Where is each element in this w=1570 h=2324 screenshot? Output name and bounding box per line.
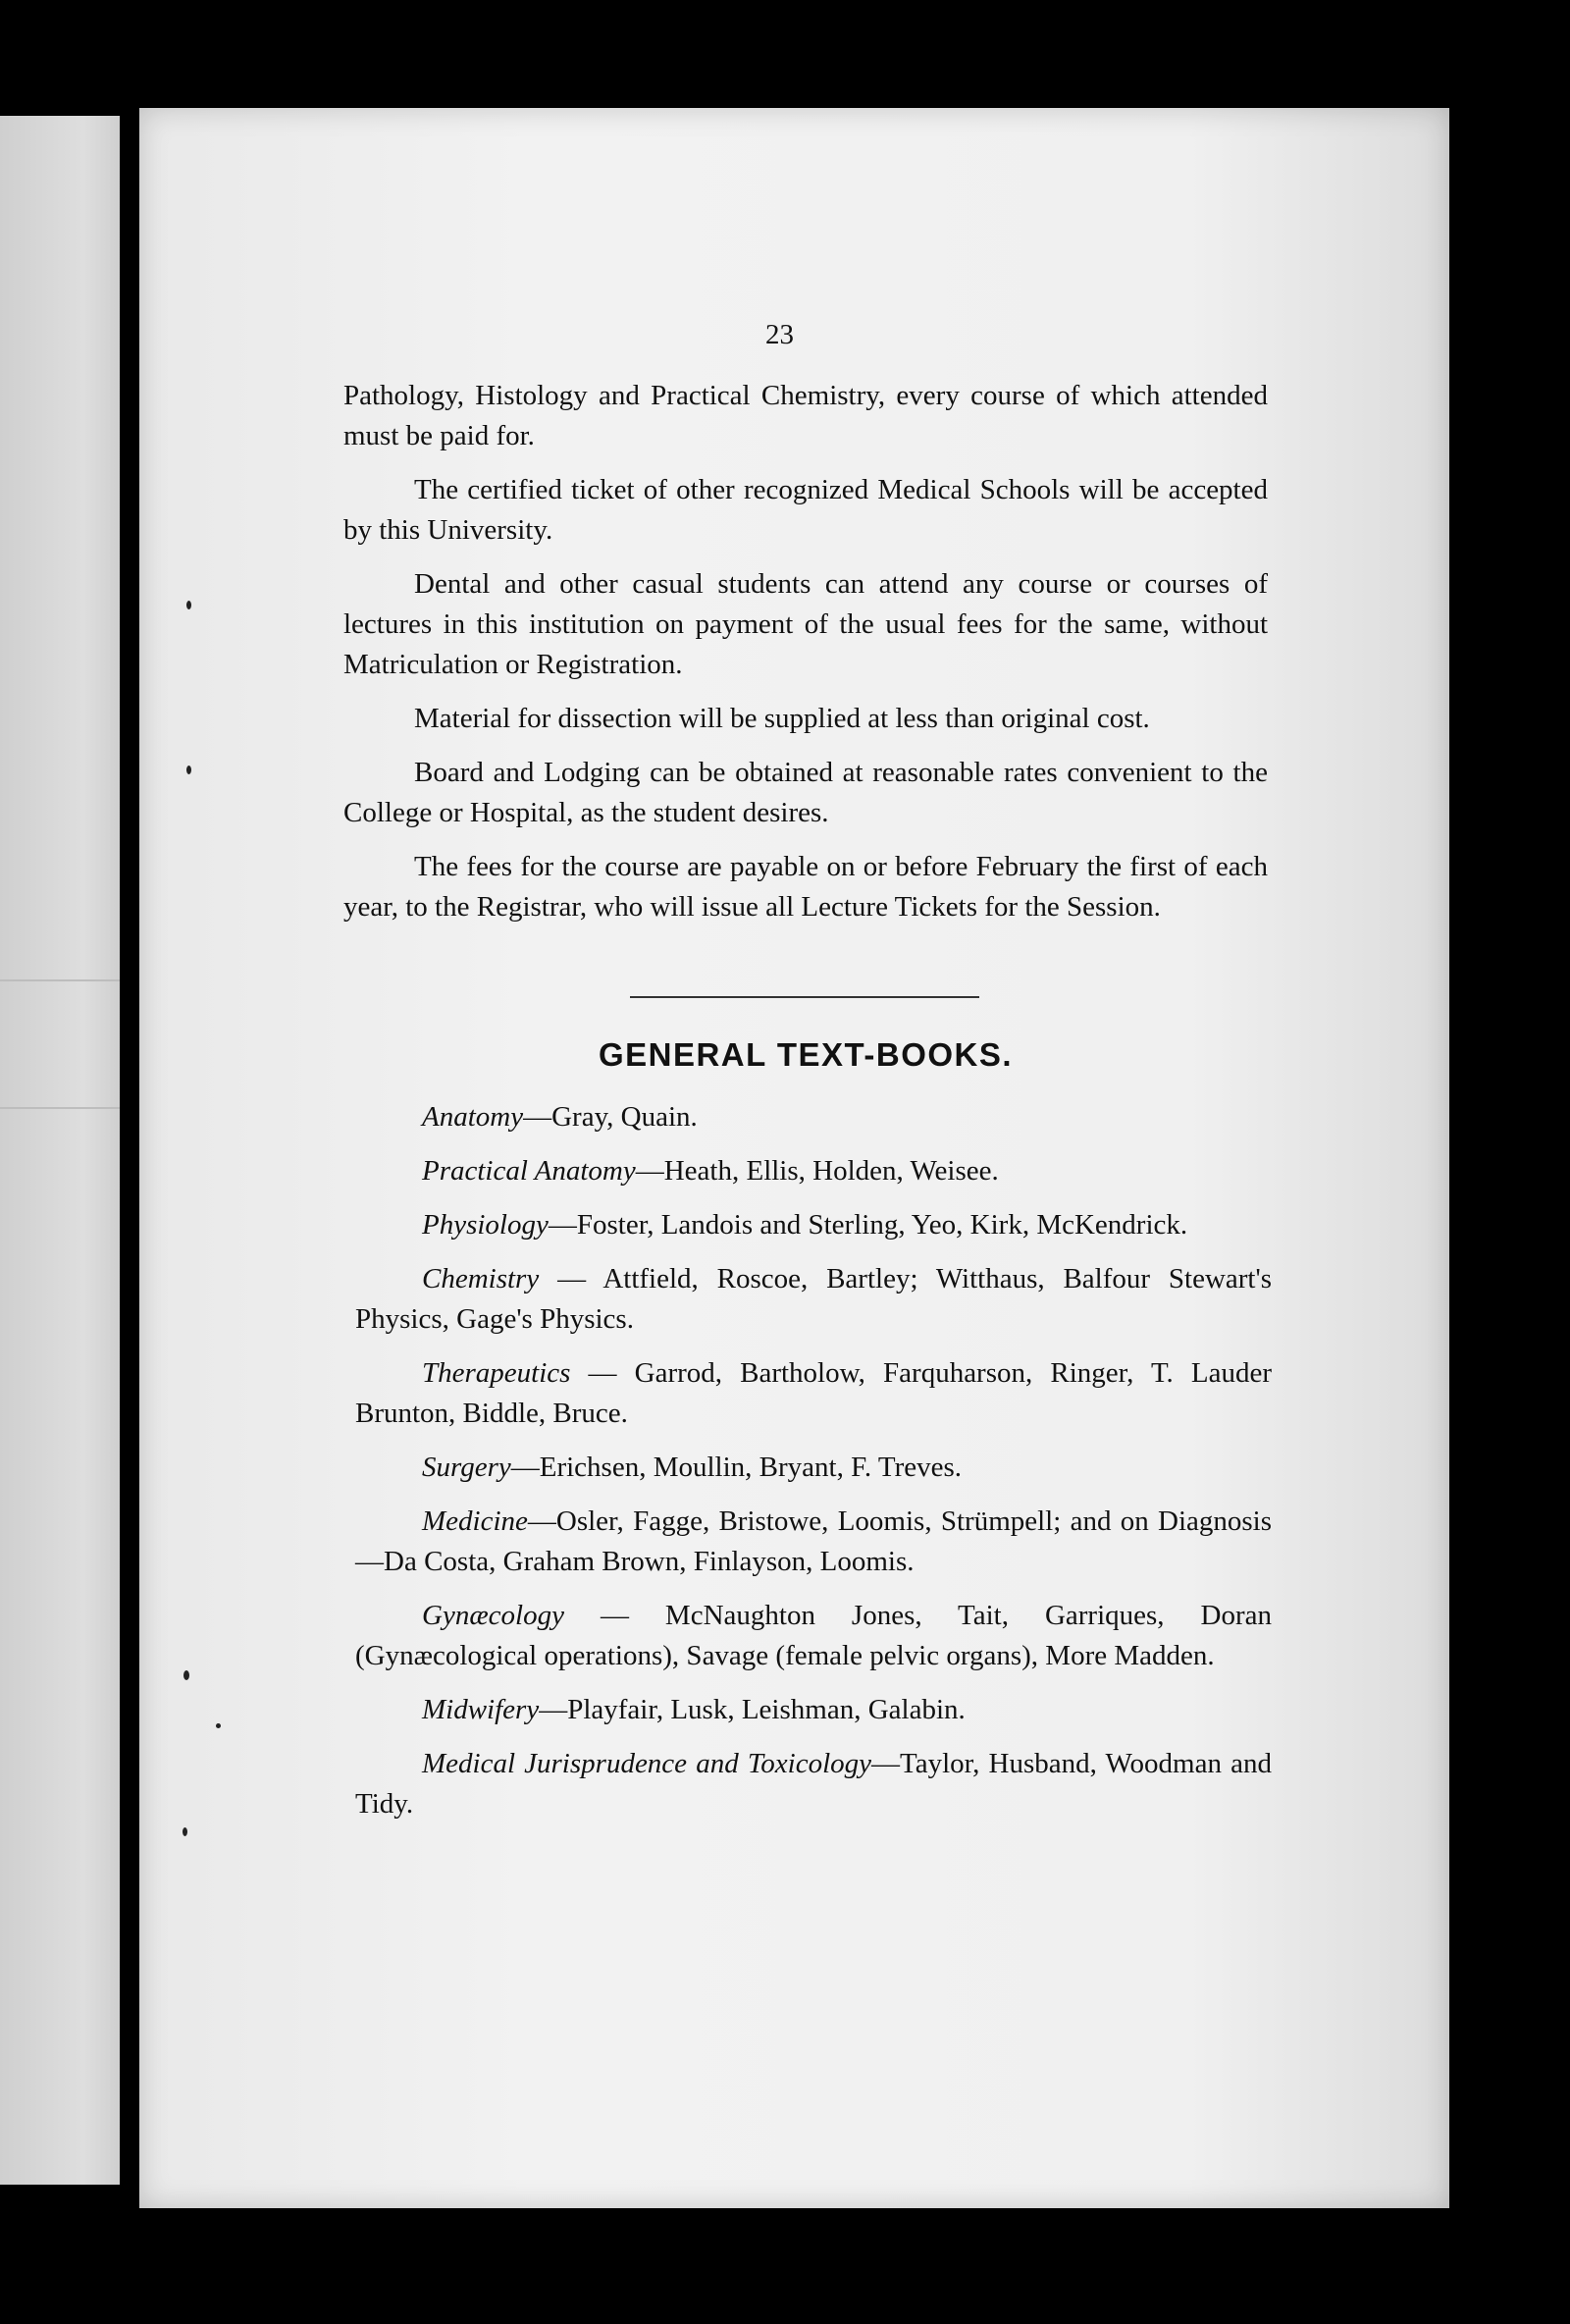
- paragraph: Material for dissection will be supplied at less than original cost.: [414, 703, 1150, 734]
- textbook-authors: —Foster, Landois and Sterling, Yeo, Kirk, McKendrick.: [548, 1209, 1188, 1241]
- section-divider: [630, 996, 979, 998]
- paragraph: The fees for the course are payable on or before February the first of each year, to the Registrar, who will issue all Lecture Tickets for the Session.: [343, 851, 1268, 923]
- textbook-entry: [355, 1151, 1272, 1191]
- ink-speck: [186, 601, 191, 609]
- textbook-subject: Midwifery: [422, 1694, 540, 1725]
- textbook-entry: [355, 1596, 1272, 1676]
- textbook-subject: Physiology: [422, 1209, 549, 1241]
- paragraph: Dental and other casual students can attend any course or courses of lectures in this institution on payment of the usual fees for the same, without Matriculation or Registration.: [343, 568, 1268, 680]
- ink-speck: [183, 1670, 189, 1680]
- textbook-authors: —Heath, Ellis, Holden, Weisee.: [635, 1155, 999, 1187]
- textbook-subject: Medical Jurisprudence and Toxicology: [422, 1748, 872, 1779]
- textbook-authors: — McNaughton Jones, Tait, Garriques, Doran (Gynæcological operations), Savage (female pelvic organs), More Madden.: [355, 1600, 1272, 1671]
- ink-speck: [183, 1827, 187, 1836]
- page-edge-rule: [0, 979, 120, 981]
- textbook-subject: Anatomy: [422, 1101, 524, 1133]
- textbook-subject: Medicine: [422, 1505, 528, 1537]
- textbook-authors: — Garrod, Bartholow, Farquharson, Ringer, T. Lauder Brunton, Biddle, Bruce.: [355, 1357, 1272, 1429]
- textbook-subject: Practical Anatomy: [422, 1155, 636, 1187]
- textbook-entry: [355, 1097, 1272, 1137]
- textbook-authors: — Attfield, Roscoe, Bartley; Witthaus, Balfour Stewart's Physics, Gage's Physics.: [355, 1263, 1272, 1335]
- textbook-subject: Surgery: [422, 1452, 511, 1483]
- section-heading: GENERAL TEXT-BOOKS.: [598, 1036, 1014, 1073]
- textbook-entry: [355, 1690, 1272, 1730]
- paragraph: Pathology, Histology and Practical Chemistry, every course of which attended must be paid for.: [343, 380, 1268, 451]
- textbook-entry: [355, 1353, 1272, 1434]
- textbook-subject: Gynæcology: [422, 1600, 564, 1631]
- textbook-authors: —Gray, Quain.: [523, 1101, 698, 1133]
- page-edge-rule: [0, 1107, 120, 1109]
- textbook-entry: [355, 1205, 1272, 1245]
- paragraph: The certified ticket of other recognized Medical Schools will be accepted by this University.: [343, 474, 1268, 546]
- textbook-entry: [355, 1259, 1272, 1340]
- textbook-entry: [355, 1448, 1272, 1488]
- textbook-authors: —Osler, Fagge, Bristowe, Loomis, Strümpell; and on Diagnosis—Da Costa, Graham Brown, Finlayson, Loomis.: [355, 1505, 1272, 1577]
- textbook-entry: [355, 1502, 1272, 1582]
- page-number: 23: [765, 319, 794, 350]
- ink-speck: [216, 1723, 221, 1728]
- textbook-subject: Therapeutics: [422, 1357, 571, 1389]
- textbook-list: [355, 1097, 1272, 1838]
- adjacent-page-edge: [0, 116, 120, 2185]
- paragraph: Board and Lodging can be obtained at reasonable rates convenient to the College or Hospital, as the student desires.: [343, 757, 1268, 828]
- body-text: [343, 376, 1268, 941]
- textbook-authors: —Playfair, Lusk, Leishman, Galabin.: [539, 1694, 966, 1725]
- textbook-authors: —Taylor, Husband, Woodman and Tidy.: [355, 1748, 1272, 1820]
- textbook-subject: Chemistry: [422, 1263, 540, 1294]
- ink-speck: [186, 766, 191, 774]
- textbook-entry: [355, 1744, 1272, 1824]
- textbook-authors: —Erichsen, Moullin, Bryant, F. Treves.: [510, 1452, 963, 1483]
